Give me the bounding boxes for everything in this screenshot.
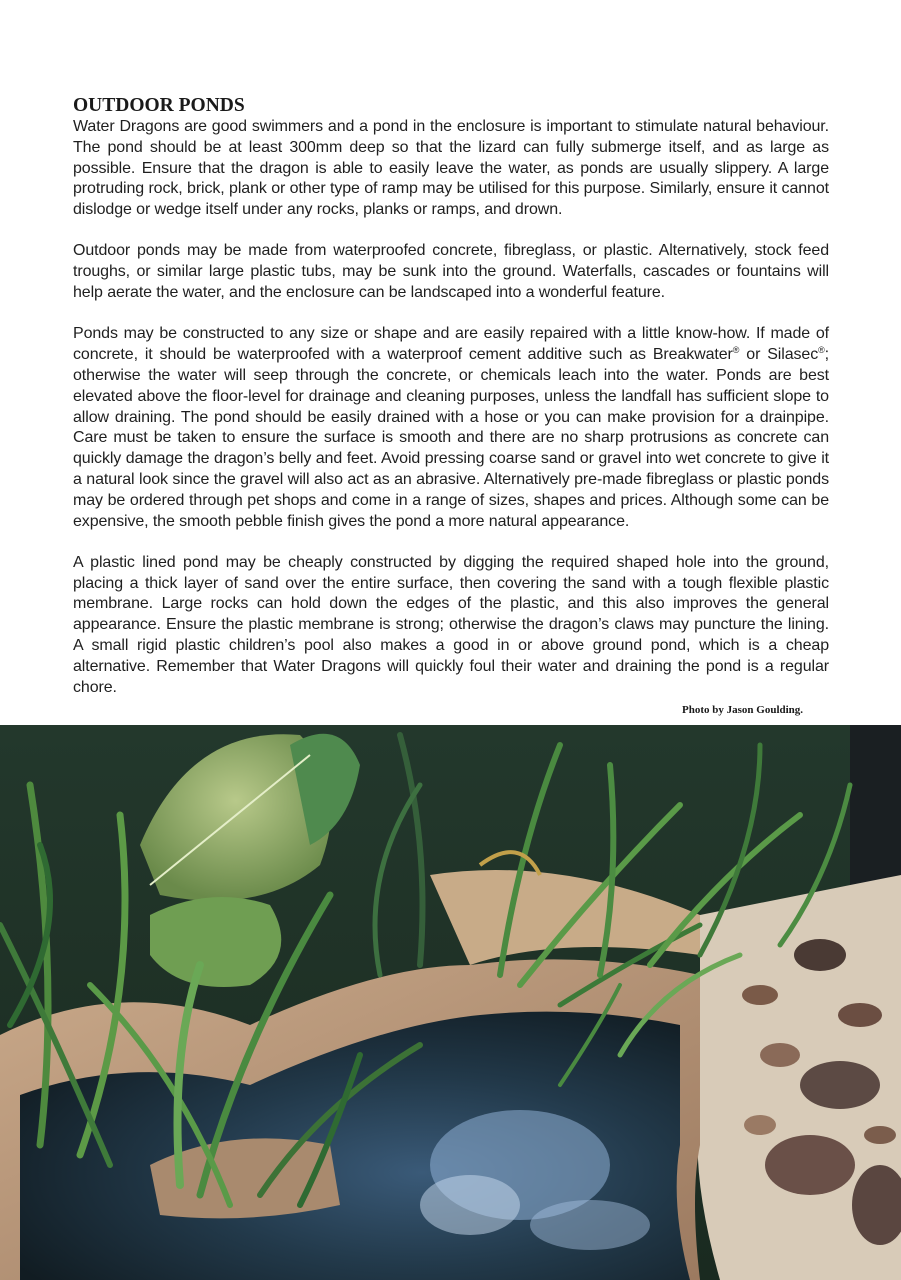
paragraph-construction-part2: or Silasec <box>739 346 819 364</box>
pond-photo <box>0 725 901 1280</box>
paragraph-plastic-lined: A plastic lined pond may be cheaply constructed by digging the required shaped hole into the ground, placing a thick layer of sand over the entire surface, then covering the sand with a tough flexible plastic membrane. Large rocks can hold down the edges of the plastic, and this also improves the general appearance. Ensure the plastic membrane is strong; otherwise the dragon’s claws may puncture the lining. A small rigid plastic children’s pool also makes a good in or above ground pond, which is a cheap alternative. Remember that Water Dragons will quickly foul their water and draining the pond is a regular chore. <box>73 553 829 696</box>
photo-credit: Photo by Jason Goulding. <box>682 704 804 716</box>
sky-reflection <box>530 1200 650 1250</box>
rock <box>864 1126 896 1144</box>
registered-mark: ® <box>732 345 740 356</box>
rock <box>742 985 778 1005</box>
paragraph-construction <box>73 324 829 532</box>
paragraph-swimming: Water Dragons are good swimmers and a pond in the enclosure is important to stimulate natural behaviour. The pond should be at least 300mm deep so that the lizard can fully submerge itself, and as large as possible. Ensure that the dragon is able to easily leave the water, as ponds are usually slippery. A large protruding rock, brick, plank or other type of ramp may be utilised for this purpose. Similarly, ensure it cannot dislodge or wedge itself under any rocks, planks or ramps, and drown. <box>73 118 829 219</box>
rock <box>760 1043 800 1067</box>
sky-reflection <box>420 1175 520 1235</box>
paragraph-construction-part3: ; otherwise the water will seep through the concrete, or chemicals leach into the water. Ponds are best elevated above the floor-level for drainage and cleaning purposes, unless the landfall has sufficient slope to allow draining. The pond should be easily drained with a hose or you can make provision for a drainpipe. Care must be taken to ensure the surface is smooth and there are no sharp protrusions as concrete can quickly damage the dragon’s belly and feet. Avoid pressing coarse sand or gravel into wet concrete to give it a natural look since the gravel will also act as an abrasive. Alternatively pre-made fibreglass or plastic ponds may be ordered through pet shops and come in a range of sizes, shapes and prices. Although some can be expensive, the smooth pebble finish gives the pond a more natural appearance. <box>73 346 829 530</box>
rock <box>794 939 846 971</box>
paragraph-construction-part1: Ponds may be constructed to any size or shape and are easily repaired with a little know-how. If made of concrete, it should be waterproofed with a waterproof cement additive such as Breakwater <box>73 325 829 364</box>
rock <box>800 1061 880 1109</box>
paragraph-materials: Outdoor ponds may be made from waterproofed concrete, fibreglass, or plastic. Alternatively, stock feed troughs, or similar large plastic tubs, may be sunk into the ground. Waterfalls, cascades or fountains will help aerate the water, and the enclosure can be landscaped into a wonderful feature. <box>73 242 829 302</box>
article-body <box>73 95 829 698</box>
rock <box>744 1115 776 1135</box>
rock <box>765 1135 855 1195</box>
registered-mark: ® <box>818 345 825 356</box>
section-heading: OUTDOOR PONDS <box>73 95 245 116</box>
rock <box>838 1003 882 1027</box>
